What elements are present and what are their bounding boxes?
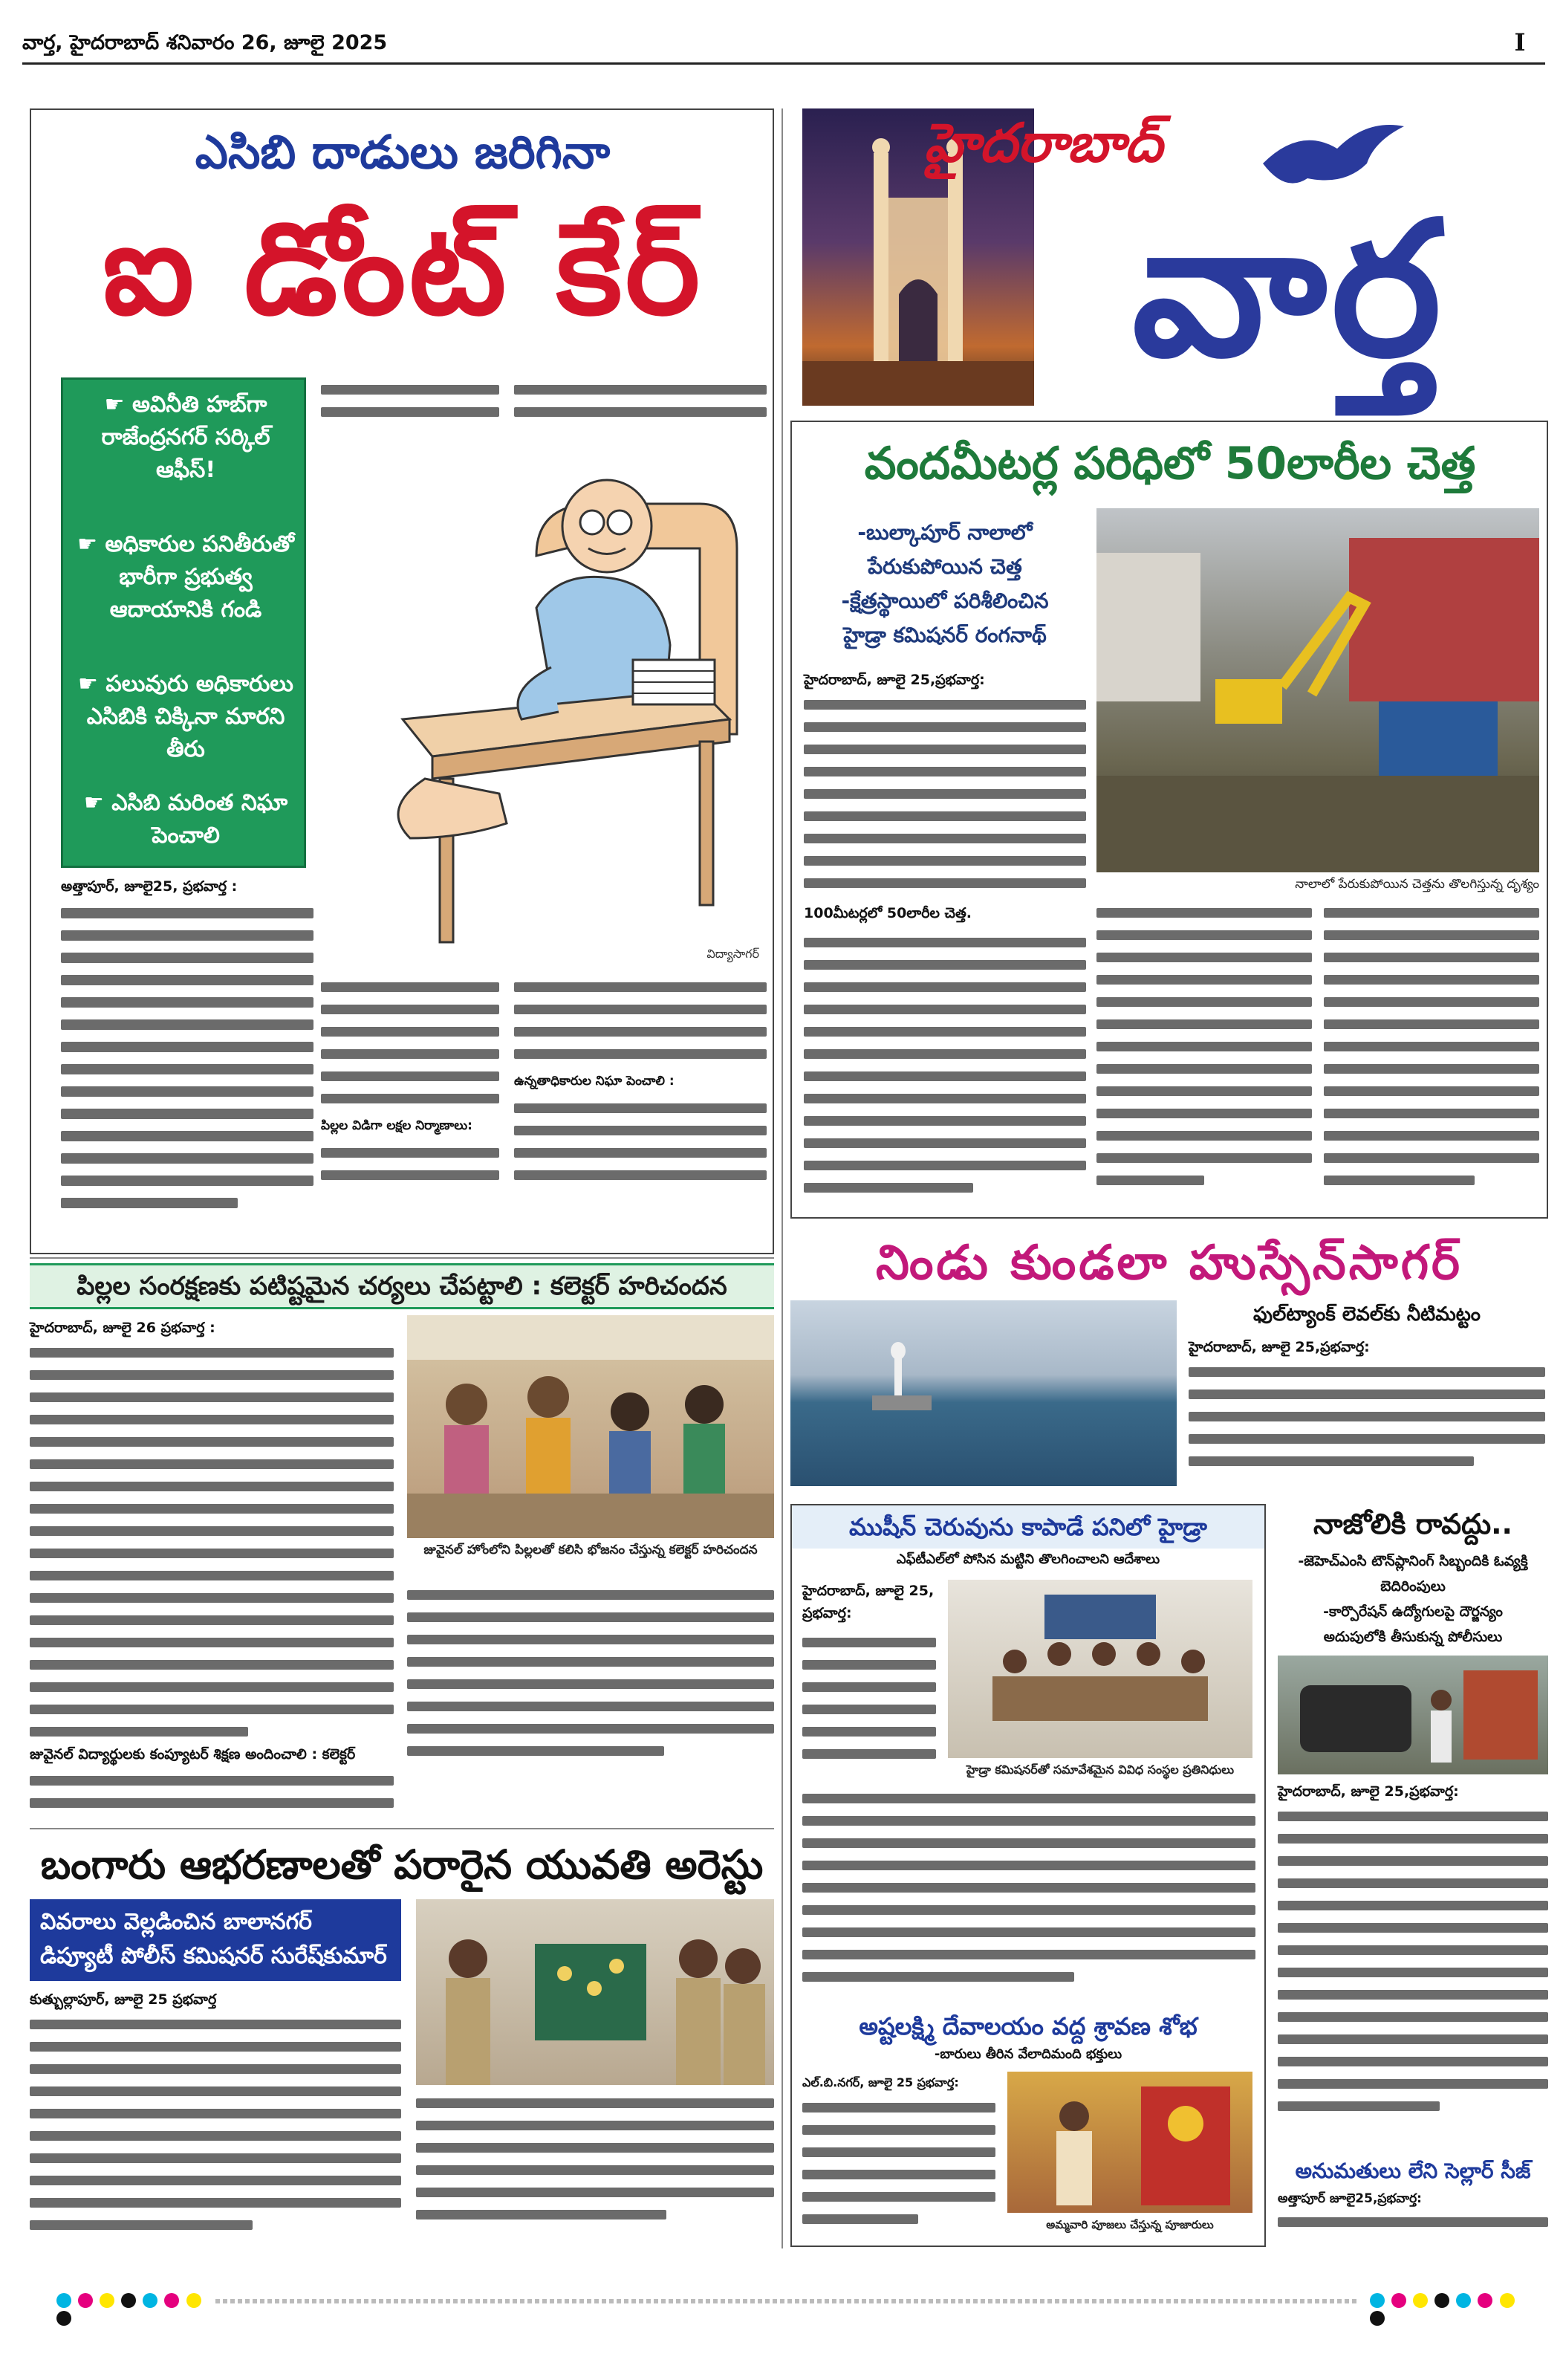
gold-column-1 [30, 2014, 401, 2237]
gold-photo [416, 1899, 774, 2085]
gold-headline: బంగారు ఆభరణాలతో పరారైన యువతి అరెస్టు [40, 1841, 764, 1888]
hussain-body [1189, 1361, 1545, 1488]
acb-subhead-2: ఉన్నతాధికారుల నిఘా పెంచాలి : [514, 1074, 675, 1089]
temple-headline: అష్టలక్ష్మి దేవాలయం వద్ద శ్రావణ శోభ [859, 2012, 1198, 2040]
pointing-hand-icon: ☛ [104, 392, 132, 418]
bullet-4: ☛ ఎసిబి మరింత నిఘా పెంచాలి [83, 790, 288, 849]
garbage-column-2 [804, 932, 1086, 1210]
child-column-1b [30, 1770, 394, 1815]
temple-column-1 [802, 2097, 995, 2238]
footer-registration-left [56, 2293, 205, 2309]
cartoon-illustration [313, 422, 767, 972]
garbage-sub-points: -బుల్కాపూర్ నాలాలో పేరుకుపోయిన చెత్త -క్షేత్రస్థాయిలో పరిశీలించిన హైడ్రా కమిషనర్ రంగనాథ్ [841, 520, 1049, 647]
hydra-subhead: ఎఫ్‌టీఎల్‌లో పోసిన మట్టిని తొలగించాలని ఆదేశాలు [896, 1551, 1160, 1567]
registration-dot [1478, 2293, 1492, 2308]
hydra-headline-bar [792, 1505, 1264, 1549]
hydra-body [802, 1788, 1255, 2003]
section-divider [30, 1828, 774, 1829]
child-column-1 [30, 1342, 394, 1743]
registration-dot [1370, 2293, 1385, 2308]
najoli-subhead: అనుమతులు లేని సెల్లార్ సీజ్ [1295, 2159, 1531, 2183]
najoli-sub-points: -జెహెచ్‌ఎంసి టౌన్‌ప్లానింగ్ సిబ్బందికి ఓవ్యక్తి బెదిరింపులు -కార్పొరేషన్ ఉద్యోగులపై దౌర్జన్యం అదుపులోకి తీసుకున్న పోలీసులు [1298, 1553, 1528, 1645]
cartoon-credit: విద్యాసాగర్ [706, 947, 759, 961]
garbage-column-4 [1324, 902, 1539, 1210]
najoli-dateline: హైదరాబాద్, జూలై 25,ప్రభవార్త: [1278, 1783, 1459, 1800]
najoli-column-2 [1278, 2211, 1548, 2246]
registration-dot [56, 2311, 71, 2326]
footer-registration-right [1370, 2293, 1518, 2309]
page-number: I [1514, 28, 1526, 56]
acb-column-4 [514, 976, 767, 1244]
garbage-story [790, 421, 1548, 1219]
registration-dot [1413, 2293, 1428, 2308]
registration-dot [143, 2293, 157, 2308]
registration-dot [1370, 2311, 1385, 2326]
registration-dot [1391, 2293, 1406, 2308]
registration-dot [78, 2293, 93, 2308]
child-headline-bar [30, 1263, 774, 1309]
registration-dot [186, 2293, 201, 2308]
pointing-hand-icon: ☛ [77, 531, 105, 557]
section-divider [30, 1257, 774, 1259]
hussain-subhead: ఫుల్‌ట్యాంక్ లెవల్‌కు నీటిమట్టం [1252, 1303, 1481, 1326]
hussain-headline: నిండు కుండలా హుస్సేన్‌సాగర్ [876, 1236, 1463, 1291]
najoli-headline: నాజోలికి రావద్దు.. [1313, 1508, 1512, 1540]
child-dateline: హైదరాబాద్, జూలై 26 ప్రభవార్త : [30, 1320, 215, 1336]
registration-dot [100, 2293, 114, 2308]
column-divider [782, 108, 783, 2248]
garbage-column-1 [804, 694, 1086, 902]
masthead-text: వార్త, హైదరాబాద్ శనివారం 26, జూలై 2025 [22, 31, 388, 54]
garbage-dateline: హైదరాబాద్, జూలై 25,ప్రభవార్త: [804, 672, 985, 688]
garbage-headline: వందమీటర్ల పరిధిలో 50లారీల చెత్త [864, 438, 1476, 490]
hydra-column-1 [802, 1632, 936, 1780]
temple-subhead: -బారులు తీరిన వేలాదిమంది భక్తులు [934, 2046, 1122, 2062]
child-photo [407, 1315, 774, 1538]
registration-dot [1434, 2293, 1449, 2308]
temple-dateline: ఎల్.బి.నగర్, జూలై 25 ప్రభవార్త: [802, 2075, 959, 2089]
hydra-photo-caption: హైడ్రా కమిషనర్‌తో సమావేశమైన వివిధ సంస్థల ప్రతినిధులు [966, 1763, 1235, 1777]
acb-story [30, 108, 774, 1254]
footer-rule [215, 2299, 1359, 2303]
garbage-subhead: 100మీటర్లలో 50లారీల చెత్త. [804, 905, 972, 921]
child-headline: పిల్లల సంరక్షణకు పటిష్టమైన చర్యలు చేపట్టాలి : కలెక్టర్ హరిచందన [77, 1271, 727, 1301]
najoli-photo [1278, 1656, 1548, 1774]
gold-dateline: కుత్బుల్లాపూర్, జూలై 25 ప్రభవార్త [30, 1991, 217, 2008]
hydra-headline: ముషీన్ చెరువును కాపాడే పనిలో హైడ్రా [849, 1513, 1207, 1541]
bullet-2: ☛ అధికారుల పనితీరుతో భారీగా ప్రభుత్వ ఆదాయానికి గండి [77, 531, 294, 623]
registration-dot [164, 2293, 179, 2308]
child-photo-caption: జువైనల్ హోంలోని పిల్లలతో కలిసి భోజనం చేస్తున్న కలెక్టర్ హరిచందన [423, 1543, 758, 1557]
pointing-hand-icon: ☛ [78, 671, 106, 697]
hussain-photo [790, 1300, 1177, 1486]
najoli-story [1278, 1504, 1548, 2247]
acb-bullet-box [61, 377, 306, 868]
gold-column-2 [416, 2092, 774, 2237]
acb-column-1 [61, 902, 313, 1244]
bullet-1: ☛ అవినీతి హబ్‌గా రాజేంద్రనగర్ సర్కిల్ ఆఫీస్! [101, 392, 270, 483]
garbage-column-3 [1096, 902, 1312, 1210]
temple-photo-caption: అమ్మవారి పూజలు చేస్తున్న పూజారులు [1046, 2218, 1214, 2231]
hydra-photo [948, 1580, 1252, 1758]
acb-column-5 [321, 976, 499, 1244]
garbage-photo-caption: నాలాలో పేరుకుపోయిన చెత్తను తొలగిస్తున్న దృశ్యం [1295, 877, 1539, 892]
najoli-dateline-2: అత్తాపూర్ జూలై25,ప్రభవార్త: [1278, 2191, 1422, 2206]
acb-kicker: ఎసిబి దాడులు జరిగినా [195, 125, 611, 179]
hussain-dateline: హైదరాబాద్, జూలై 25,ప్రభవార్త: [1189, 1339, 1370, 1355]
garbage-photo [1096, 508, 1539, 872]
child-column-2 [407, 1584, 774, 1815]
brand-city-label: హైదరాబాద్ [924, 111, 1163, 174]
pointing-hand-icon: ☛ [83, 790, 112, 816]
header-rule [22, 62, 1545, 65]
brand-paper-name: వార్త [1131, 181, 1446, 398]
acb-headline: ఐ డోంట్ కేర్ [102, 196, 703, 343]
najoli-column-1 [1278, 1806, 1548, 2155]
registration-dot [1500, 2293, 1515, 2308]
child-subhead: జువైనల్ విద్యార్థులకు కంప్యూటర్ శిక్షణ అందించాలి : కలెక్టర్ [30, 1746, 356, 1763]
acb-subhead-3: పిల్లల విడిగా లక్షల నిర్మాణాలు: [321, 1118, 472, 1133]
acb-dateline: అత్తాపూర్, జూలై25, ప్రభవార్త : [61, 878, 238, 895]
registration-dot [121, 2293, 136, 2308]
registration-dot [1456, 2293, 1471, 2308]
registration-dot [56, 2293, 71, 2308]
gold-subhead: వివరాలు వెల్లడించిన బాలానగర్ డిప్యూటీ పోలీస్ కమిషనర్ సురేష్‌కుమార్ [40, 1909, 387, 1969]
hydra-dateline: హైదరాబాద్, జూలై 25, ప్రభవార్త: [802, 1583, 935, 1621]
masthead-line [22, 31, 914, 58]
temple-photo [1007, 2072, 1252, 2213]
gold-subhead-box [30, 1899, 401, 1981]
hydra-story [790, 1504, 1266, 2247]
bullet-3: ☛ పలువురు అధికారులు ఎసిబికి చిక్కినా మారని తీరు [78, 671, 293, 762]
